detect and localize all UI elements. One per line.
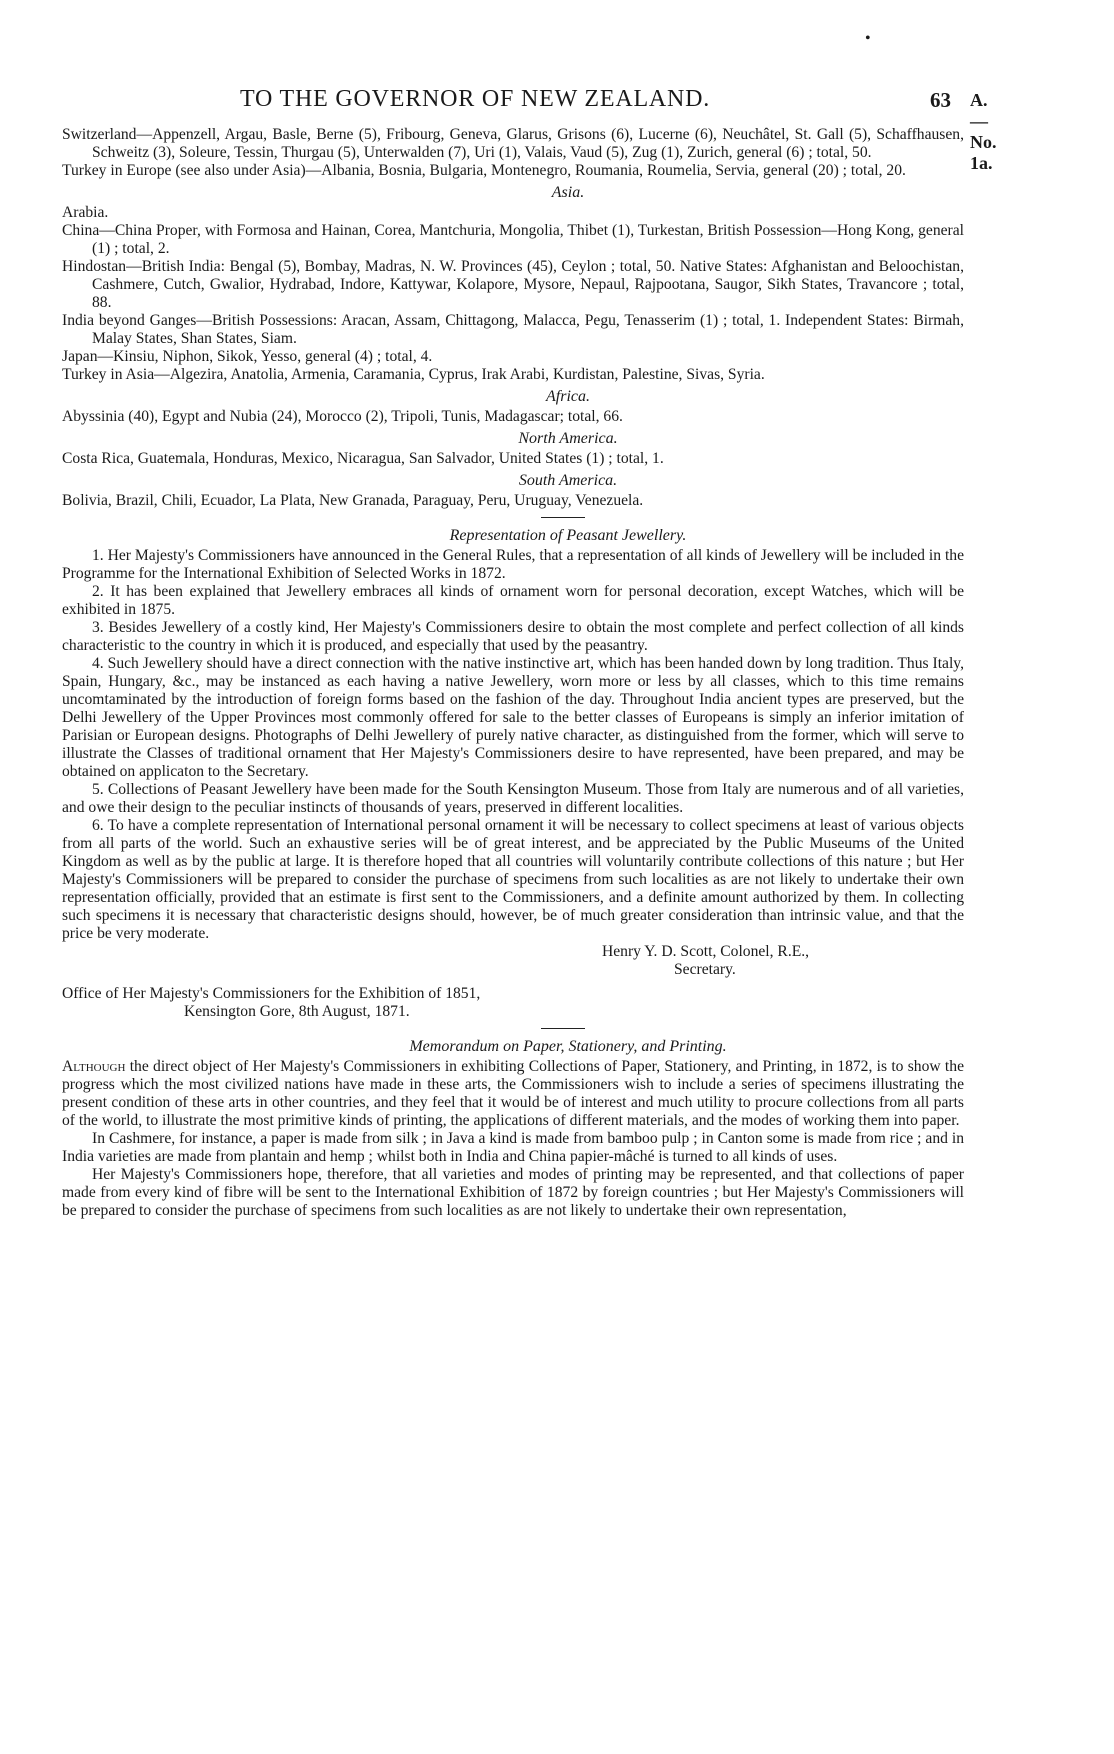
list-entry: Arabia. — [62, 204, 109, 221]
section-heading: Memorandum on Paper, Stationery, and Printing. — [409, 1038, 727, 1055]
lead-word: Although — [62, 1058, 126, 1075]
south-america-section — [62, 472, 964, 510]
page-number: 63 — [930, 88, 951, 112]
numbered-paragraph: 2. It has been explained that Jewellery embraces all kinds of ornament worn for personal decoration, except Watches, which will be exhibited in 1875. — [62, 583, 964, 618]
list-entry: India beyond Ganges—British Possessions: Aracan, Assam, Chittagong, Malacca, Pegu, Tenasserim (1) ; total, 1. Independent States: Birmah, Malay States, Shan States, Siam. — [62, 312, 964, 347]
section-divider — [541, 1028, 585, 1029]
memorandum-paragraph: In Cashmere, for instance, a paper is made from silk ; in Java a kind is made from bamboo pulp ; in Canton some is made from rice ; and in India varieties are made from plantain and hemp ; whilst both in India and China papier-mâché is turned to all kinds of uses. — [62, 1130, 964, 1165]
numbered-paragraph: 6. To have a complete representation of International personal ornament it will be necessary to collect specimens at least of various objects from all parts of the world. Such an exhaustive series will be of great interest, and be appreciated by the Public Museums of the United Kingdom as well as by the public at large. It is therefore hoped that all countries will voluntarily contribute collections of this nature ; but Her Majesty's Commissioners will be prepared to consider the purchase of specimens from such localities as are not likely to undertake their own representation officially, provided that an estimate is first sent to the Commissioners, and a definite amount authorized by them. In collecting such specimens it is necessary that characteristic designs should, however, be of much greater consideration than intrinsic value, and that the price be very moderate. — [62, 817, 964, 942]
africa-section — [62, 388, 964, 426]
peasant-jewellery-section — [62, 527, 964, 1021]
section-heading: Representation of Peasant Jewellery. — [449, 527, 687, 544]
list-entry: Turkey in Asia—Algezira, Anatolia, Armenia, Caramania, Cyprus, Irak Arabi, Kurdistan, Palestine, Sivas, Syria. — [62, 366, 765, 383]
list-entry: Turkey in Europe (see also under Asia)—Albania, Bosnia, Bulgaria, Montenegro, Roumania, Roumelia, Servia, general (20) ; total, 20. — [62, 162, 906, 179]
asia-section — [62, 184, 964, 384]
list-entry: Bolivia, Brazil, Chili, Ecuador, La Plata, New Granada, Paraguay, Peru, Uruguay, Venezuela. — [62, 492, 644, 509]
list-entry: Costa Rica, Guatemala, Honduras, Mexico, Nicaragua, San Salvador, United States (1) ; total, 1. — [62, 450, 664, 467]
numbered-paragraph: 1. Her Majesty's Commissioners have announced in the General Rules, that a representation of all kinds of Jewellery will be included in the Programme for the International Exhibition of Selected Works in 1872. — [62, 547, 964, 582]
list-entry: Switzerland—Appenzell, Argau, Basle, Berne (5), Fribourg, Geneva, Glarus, Grisons (6), Lucerne (6), Neuchâtel, St. Gall (5), Schaffhausen, Schweitz (3), Soleure, Tessin, Thurgau (5), Unterwalden (7), Uri (1), Valais, Vaud (5), Zug (1), Zurich, general (6) ; total, 50. — [62, 126, 964, 161]
section-heading: Africa. — [546, 388, 590, 405]
list-entry: Abyssinia (40), Egypt and Nubia (24), Morocco (2), Tripoli, Tunis, Madagascar; total, 66. — [62, 408, 623, 425]
section-divider — [541, 517, 585, 518]
list-entry: China—China Proper, with Formosa and Hainan, Corea, Mantchuria, Mongolia, Thibet (1), Turkestan, British Possession—Hong Kong, general (1) ; total, 2. — [62, 222, 964, 257]
section-heading: Asia. — [551, 184, 585, 201]
numbered-paragraph: 4. Such Jewellery should have a direct connection with the native instinctive art, which has been handed down by long tradition. Thus Italy, Spain, Hungary, &c., may be instanced as each having a native Jewellery, worn more or less by all classes, which to this time remains uncomtaminated by the introduction of foreign forms based on the fashion of the day. Throughout India ancient types are preserved, but the Delhi Jewellery of the Upper Provinces most commonly offered for sale to the better classes of Europeans is simply an inferior imitation of Parisian or European designs. Photographs of Delhi Jewellery of purely native character, as distinguished from the former, which will serve to illustrate the Classes of traditional ornament that Her Majesty's Commissioners desire to have represented, have been prepared, and may be obtained on applicaton to the Secretary. — [62, 655, 964, 780]
document-reference: A.—No. 1a. — [970, 90, 997, 173]
page-mark: • — [865, 30, 871, 47]
memorandum-section — [62, 1038, 964, 1220]
signature-name: Henry Y. D. Scott, Colonel, R.E., — [602, 943, 810, 960]
europe-section — [62, 126, 964, 180]
north-america-section — [62, 430, 964, 468]
numbered-paragraph: 3. Besides Jewellery of a costly kind, Her Majesty's Commissioners desire to obtain the most complete and perfect collection of all kinds characteristic to the country in which it is produced, and especially that used by the peasantry. — [62, 619, 964, 654]
numbered-paragraph: 5. Collections of Peasant Jewellery have been made for the South Kensington Museum. Those from Italy are numerous and of all varieties, and owe their design to the peculiar instincts of thousands of years, preserved in different localities. — [62, 781, 964, 816]
running-title: TO THE GOVERNOR OF NEW ZEALAND. — [240, 86, 711, 112]
office-address-line: Office of Her Majesty's Commissioners for the Exhibition of 1851, — [62, 985, 481, 1002]
list-entry: Hindostan—British India: Bengal (5), Bombay, Madras, N. W. Provinces (45), Ceylon ; total, 50. Native States: Afghanistan and Beloochistan, Cashmere, Cutch, Gwalior, Hydrabad, Indore, Kattywar, Kolapore, Mysore, Nepaul, Rajpootana, Saugor, Sikh States, Travancore ; total, 88. — [62, 258, 964, 311]
list-entry: Japan—Kinsiu, Niphon, Sikok, Yesso, general (4) ; total, 4. — [62, 348, 433, 365]
signature-title: Secretary. — [674, 961, 736, 978]
memorandum-paragraph: Her Majesty's Commissioners hope, therefore, that all varieties and modes of printing may be represented, and that collections of paper made from every kind of fibre will be sent to the International Exhibition of 1872 by foreign countries ; but Her Majesty's Commissioners will be prepared to consider the purchase of specimens from such localities as are not likely to undertake their own representation, — [62, 1166, 964, 1219]
office-address-line: Kensington Gore, 8th August, 1871. — [184, 1003, 410, 1020]
section-heading: South America. — [518, 472, 618, 489]
memorandum-paragraph — [62, 1058, 964, 1130]
section-heading: North America. — [518, 430, 618, 447]
paragraph-text: the direct object of Her Majesty's Commissioners in exhibiting Collections of Paper, Stationery, and Printing, in 1872, is to show the progress which the most civilized nations have made in these arts, the Commissioners wish to include a series of specimens illustrating the present condition of these arts in other countries, and they feel that it would be of interest and much utility to procure collections from all parts of the world, to illustrate the most primitive kinds of printing, the applications of different materials, and the modes of working them into paper. — [62, 1058, 964, 1129]
